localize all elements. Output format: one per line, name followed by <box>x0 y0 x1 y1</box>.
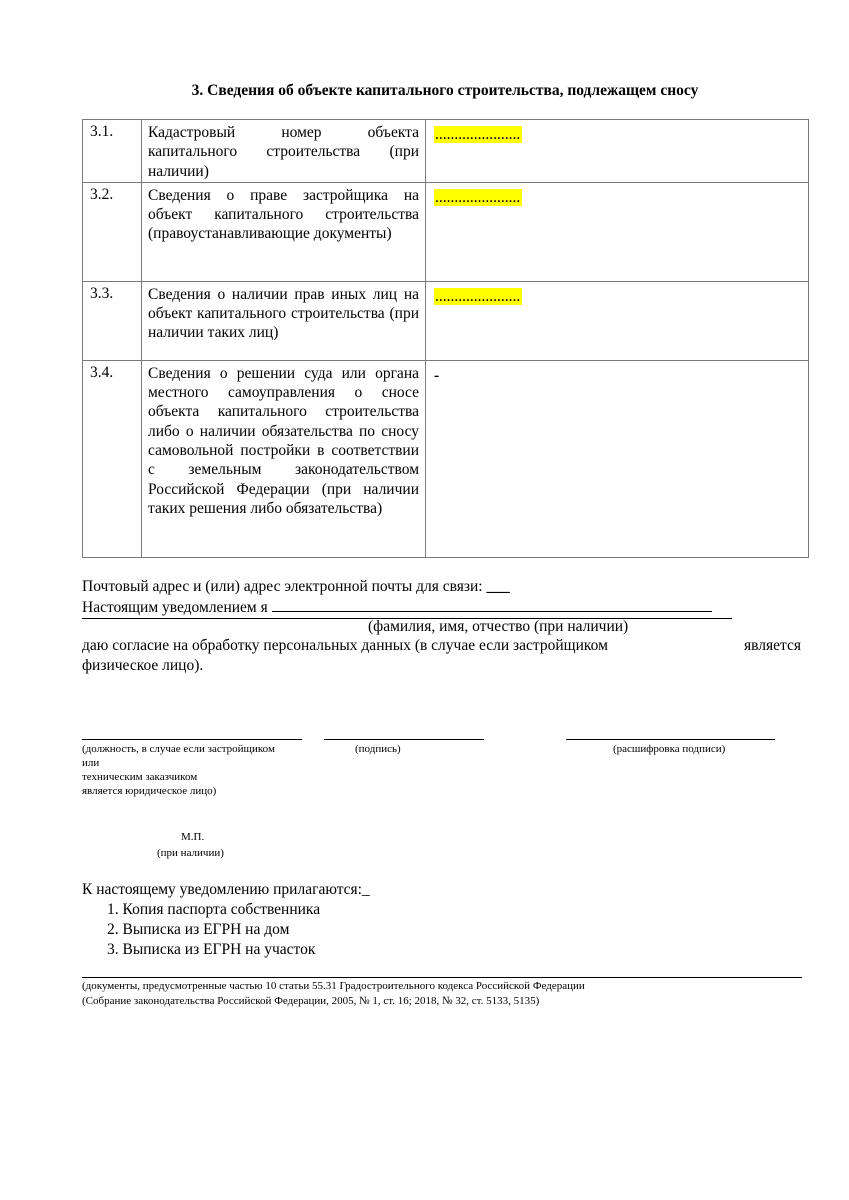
highlighted-placeholder[interactable]: ...................... <box>435 126 521 143</box>
row-number: 3.4. <box>83 360 142 557</box>
contact-section <box>82 578 809 698</box>
signature-caption: (подпись) <box>355 743 401 755</box>
row-value[interactable] <box>426 281 809 360</box>
signature-line[interactable] <box>324 739 484 740</box>
decryption-signature-line[interactable] <box>566 739 775 740</box>
row-description: Сведения о наличии прав иных лиц на объект капитального строительства (при наличии таких лиц) <box>142 281 426 360</box>
row-number: 3.1. <box>83 120 142 183</box>
name-caption: (фамилия, имя, отчество (при наличии) <box>368 618 629 635</box>
row-description-text: Сведения о праве застройщика на объект капитального строительства (правоустанавливающие документы) <box>148 186 419 243</box>
section-title: 3. Сведения об объекте капитального строительства, подлежащем сносу <box>191 82 699 99</box>
consent-intro: Настоящим уведомлением я <box>82 599 268 616</box>
table-row <box>83 281 809 360</box>
postal-line <box>82 578 510 596</box>
row-description: Кадастровый номер объекта капитального строительства (при наличии) <box>142 120 426 183</box>
stamp-label: М.П. <box>181 831 205 843</box>
row-description: Сведения о решении суда или органа местного самоуправления о сносе объекта капитального строительства либо о наличии обязательства по сносу самовольной постройки в соответствии с земельным законодательством Российской Федерации (при наличии таких решения либо обязательства) <box>142 360 426 557</box>
decryption-caption: (расшифровка подписи) <box>613 743 726 755</box>
row-number: 3.2. <box>83 182 142 281</box>
attachments-list <box>107 900 320 960</box>
list-item: 2. Выписка из ЕГРН на дом <box>107 921 290 938</box>
row-value[interactable] <box>426 120 809 183</box>
row-number: 3.3. <box>83 281 142 360</box>
consent-text-line2: физическое лицо). <box>82 657 204 674</box>
row-value[interactable] <box>426 360 809 557</box>
table-row <box>83 360 809 557</box>
postal-value[interactable]: ___ <box>486 578 510 595</box>
footnote-rule <box>82 977 802 978</box>
highlighted-placeholder[interactable]: ...................... <box>435 188 521 206</box>
table-row <box>83 182 809 281</box>
object-info-table <box>82 119 809 558</box>
postal-label: Почтовый адрес и (или) адрес электронной почты для связи: <box>82 578 483 595</box>
attachments-heading: К настоящему уведомлению прилагаются:_ <box>82 881 370 898</box>
list-item: 1. Копия паспорта собственника <box>107 901 321 918</box>
position-signature-line[interactable] <box>82 739 302 740</box>
consent-text-line <box>82 637 608 655</box>
consent-text-part2: является <box>744 637 801 654</box>
table-row <box>83 120 809 183</box>
row-description <box>142 182 426 281</box>
highlighted-placeholder[interactable]: ...................... <box>435 287 521 305</box>
empty-value-dash: - <box>434 366 440 384</box>
footnote-line-2: (Собрание законодательства Российской Федерации, 2005, № 1, ст. 16; 2018, № 32, ст. 5133, 5135) <box>82 995 540 1007</box>
list-item: 3. Выписка из ЕГРН на участок <box>107 941 316 958</box>
footnote-line-1: (документы, предусмотренные частью 10 статьи 55.31 Градостроительного кодекса Российской Федерации <box>82 980 585 992</box>
row-value[interactable] <box>426 182 809 281</box>
position-caption: (должность, в случае если застройщиком или техническим заказчиком является юридическое лицо) <box>82 743 275 797</box>
consent-text-part1: даю согласие на обработку персональных данных (в случае если застройщиком <box>82 637 608 654</box>
stamp-note: (при наличии) <box>157 847 224 859</box>
